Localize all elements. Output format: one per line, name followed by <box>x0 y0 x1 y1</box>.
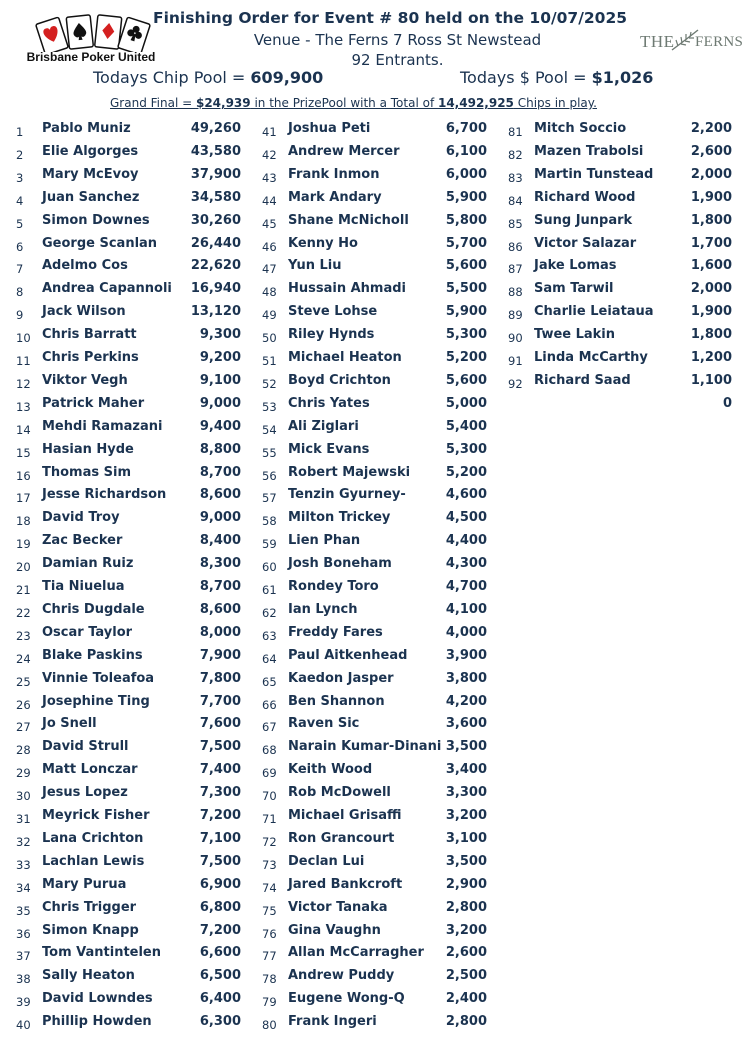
player-name: Tia Niuelua <box>42 579 125 594</box>
chip-count: 2,500 <box>445 968 487 984</box>
player-name: Steve Lohse <box>288 304 378 320</box>
finish-rank: 75 <box>262 903 277 918</box>
chip-count: 2,400 <box>445 991 487 1007</box>
chip-count: 1,800 <box>690 212 732 228</box>
chip-count: 8,700 <box>199 464 241 480</box>
player-name: Keith Wood <box>288 762 373 778</box>
finish-rank: 5 <box>16 216 24 231</box>
finish-rank: 22 <box>16 605 31 620</box>
finish-rank: 30 <box>16 789 31 804</box>
player-name: Twee Lakin <box>534 327 616 343</box>
finish-rank: 74 <box>262 880 277 895</box>
finish-rank: 25 <box>16 674 31 689</box>
chip-count: 4,300 <box>445 556 487 572</box>
chip-count: 7,700 <box>199 693 241 709</box>
chip-count: 5,400 <box>445 418 487 434</box>
player-name: Josephine Ting <box>42 693 150 709</box>
finish-rank: 29 <box>16 766 31 781</box>
chip-count: 4,200 <box>445 693 487 709</box>
player-name: Mark Andary <box>288 189 382 205</box>
chip-count: 5,800 <box>445 212 487 228</box>
finish-rank: 20 <box>16 560 31 575</box>
finish-rank: 1 <box>16 125 24 139</box>
chip-count: 13,120 <box>190 304 241 320</box>
chip-count: 2,800 <box>445 899 487 915</box>
player-name: Andrew Mercer <box>288 143 400 159</box>
finish-rank: 68 <box>262 743 277 758</box>
finish-rank: 65 <box>262 674 277 689</box>
chip-count: 8,800 <box>199 441 241 457</box>
finish-rank: 56 <box>262 468 277 483</box>
finish-rank: 92 <box>508 376 523 391</box>
player-name: Jesus Lopez <box>42 785 128 801</box>
chip-count: 2,900 <box>445 876 487 892</box>
chip-count: 34,580 <box>190 189 241 205</box>
player-name: Joshua Peti <box>288 121 371 136</box>
finish-rank: 11 <box>16 354 31 368</box>
finish-rank: 12 <box>16 376 31 391</box>
finish-rank: 41 <box>262 125 277 139</box>
chip-count: 2,600 <box>445 945 487 961</box>
finish-rank: 89 <box>508 308 523 323</box>
player-name: Mitch Soccio <box>534 121 627 136</box>
chip-count: 4,400 <box>445 533 487 549</box>
player-name: Robert Majewski <box>288 464 411 480</box>
chip-count: 1,600 <box>690 258 732 274</box>
finish-rank: 9 <box>16 308 24 323</box>
finish-rank: 88 <box>508 285 523 300</box>
player-name: Chris Barratt <box>42 327 137 343</box>
player-name: Damian Ruiz <box>42 556 134 572</box>
trailing-total: 0 <box>722 396 732 411</box>
chip-count: 5,500 <box>445 281 487 297</box>
chip-count: 7,900 <box>199 647 241 663</box>
player-name: Sally Heaton <box>42 968 135 984</box>
chip-count: 9,100 <box>199 372 241 388</box>
finish-rank: 55 <box>262 445 277 460</box>
chip-count: 8,600 <box>199 487 241 503</box>
finish-rank: 44 <box>262 193 277 208</box>
finish-rank: 76 <box>262 926 277 941</box>
player-name: Hasian Hyde <box>42 441 134 457</box>
finish-rank: 59 <box>262 537 277 552</box>
chip-count: 9,000 <box>199 510 241 526</box>
chip-count: 5,900 <box>445 304 487 320</box>
player-name: Kenny Ho <box>288 235 358 251</box>
chip-count: 6,100 <box>445 143 487 159</box>
chip-count: 37,900 <box>190 166 241 182</box>
finish-rank: 63 <box>262 628 277 643</box>
finish-rank: 60 <box>262 560 277 575</box>
player-name: Declan Lui <box>288 853 365 869</box>
finish-rank: 35 <box>16 903 31 918</box>
finish-rank: 61 <box>262 583 277 597</box>
dollar-pool <box>460 68 653 87</box>
player-name: Michael Heaton <box>288 350 402 365</box>
finish-rank: 90 <box>508 331 523 346</box>
player-name: Chris Perkins <box>42 350 139 365</box>
finish-rank: 23 <box>16 628 31 643</box>
player-name: Martin Tunstead <box>534 166 654 182</box>
player-name: Lana Crichton <box>42 830 144 846</box>
chip-count: 5,900 <box>445 189 487 205</box>
venue-logo-ferns: FERNS <box>695 34 744 50</box>
finish-rank: 91 <box>508 354 523 368</box>
player-name: Simon Knapp <box>42 922 139 938</box>
finish-rank: 43 <box>262 170 277 185</box>
player-name: Oscar Taylor <box>42 624 133 640</box>
grand-final-line <box>110 96 597 110</box>
grand-final-value: $24,939 <box>195 96 251 110</box>
player-name: Jack Wilson <box>42 304 126 320</box>
finish-rank: 84 <box>508 193 523 208</box>
finish-rank: 42 <box>262 147 277 162</box>
player-name: Sam Tarwil <box>534 281 614 297</box>
finish-rank: 46 <box>262 239 277 254</box>
finish-rank: 48 <box>262 285 277 300</box>
chip-count: 1,700 <box>690 235 732 251</box>
chip-count: 2,800 <box>445 1014 487 1030</box>
chip-count: 1,100 <box>690 372 732 388</box>
player-name: Vinnie Toleafoa <box>42 670 155 686</box>
player-name: Charlie Leiataua <box>534 304 654 320</box>
player-name: Mehdi Ramazani <box>42 418 163 434</box>
chip-count: 16,940 <box>190 281 241 297</box>
chip-count: 8,300 <box>199 556 241 572</box>
player-name: Thomas Sim <box>42 464 132 480</box>
chip-count: 9,200 <box>199 350 241 365</box>
player-name: Hussain Ahmadi <box>288 281 407 297</box>
chip-count: 3,200 <box>445 808 487 823</box>
chip-count: 6,500 <box>199 968 241 984</box>
chip-count: 5,600 <box>445 372 487 388</box>
player-name: Mary Purua <box>42 876 127 892</box>
player-name: Frank Inmon <box>288 166 380 182</box>
finish-rank: 26 <box>16 697 31 712</box>
player-name: Ben Shannon <box>288 693 385 709</box>
player-name: Pablo Muniz <box>42 121 131 136</box>
chip-count: 6,300 <box>199 1014 241 1030</box>
finish-rank: 50 <box>262 331 277 346</box>
player-name: Josh Boneham <box>288 556 392 572</box>
chip-count: 49,260 <box>190 121 241 136</box>
finish-rank: 45 <box>262 216 277 231</box>
chip-pool-value: 609,900 <box>250 68 324 87</box>
finish-rank: 67 <box>262 720 277 735</box>
chip-count: 6,900 <box>199 876 241 892</box>
chip-count: 1,800 <box>690 327 732 343</box>
chip-count: 3,100 <box>445 830 487 846</box>
chip-count: 3,800 <box>445 670 487 686</box>
finish-rank: 2 <box>16 147 24 162</box>
player-name: Narain Kumar-Dinani <box>288 739 442 755</box>
finish-rank: 4 <box>16 193 24 208</box>
finish-rank: 15 <box>16 445 31 460</box>
player-name: Kaedon Jasper <box>288 670 394 686</box>
player-name: Chris Yates <box>288 395 370 411</box>
chip-count: 9,300 <box>199 327 241 343</box>
finish-rank: 38 <box>16 972 31 987</box>
chip-count: 26,440 <box>190 235 241 251</box>
player-name: Adelmo Cos <box>42 258 128 274</box>
chip-count: 7,800 <box>199 670 241 686</box>
chip-count: 7,100 <box>199 830 241 846</box>
finish-rank: 77 <box>262 949 277 964</box>
player-name: Simon Downes <box>42 212 150 228</box>
chip-count: 2,600 <box>690 143 732 159</box>
chip-count: 2,000 <box>690 281 732 297</box>
player-name: Andrew Puddy <box>288 968 395 984</box>
player-name: Viktor Vegh <box>42 372 128 388</box>
chip-count: 4,100 <box>445 601 487 617</box>
finish-rank: 82 <box>508 147 523 162</box>
player-name: Sung Junpark <box>534 212 633 228</box>
player-name: Lachlan Lewis <box>42 853 145 869</box>
player-name: Victor Salazar <box>534 235 637 251</box>
chip-count: 3,900 <box>445 647 487 663</box>
logo-text: Brisbane Poker United <box>26 50 156 64</box>
player-name: Eugene Wong-Q <box>288 991 405 1007</box>
player-name: Boyd Crichton <box>288 372 391 388</box>
player-name: Phillip Howden <box>42 1014 152 1030</box>
chip-count: 9,000 <box>199 395 241 411</box>
finish-rank: 51 <box>262 354 277 368</box>
finish-rank: 79 <box>262 995 277 1010</box>
player-name: Elie Algorges <box>42 143 139 159</box>
dollar-pool-label: Todays $ Pool = <box>460 68 592 87</box>
finish-rank: 53 <box>262 399 277 414</box>
chip-count: 5,300 <box>445 327 487 343</box>
player-name: Blake Paskins <box>42 647 143 663</box>
finish-rank: 66 <box>262 697 277 712</box>
finish-rank: 36 <box>16 926 31 941</box>
player-name: Juan Sanchez <box>42 189 140 205</box>
player-name: Richard Wood <box>534 189 636 205</box>
chip-count: 5,300 <box>445 441 487 457</box>
finish-rank: 33 <box>16 857 31 872</box>
player-name: Mary McEvoy <box>42 166 139 182</box>
finish-rank: 8 <box>16 285 24 300</box>
chip-count: 7,300 <box>199 785 241 801</box>
chip-count: 5,000 <box>445 395 487 411</box>
player-name: Frank Ingeri <box>288 1014 377 1030</box>
finish-rank: 31 <box>16 812 31 826</box>
finish-rank: 39 <box>16 995 31 1010</box>
player-name: Shane McNicholl <box>288 212 409 228</box>
player-name: Chris Dugdale <box>42 601 145 617</box>
chip-count: 9,400 <box>199 418 241 434</box>
chip-count: 8,700 <box>199 579 241 594</box>
finish-rank: 17 <box>16 491 31 506</box>
player-name: Richard Saad <box>534 372 631 388</box>
finish-rank: 6 <box>16 239 24 254</box>
chip-count: 1,900 <box>690 304 732 320</box>
player-name: Chris Trigger <box>42 899 137 915</box>
finish-rank: 21 <box>16 583 31 597</box>
chip-count: 7,400 <box>199 762 241 778</box>
chip-count: 5,600 <box>445 258 487 274</box>
chip-count: 3,600 <box>445 716 487 732</box>
chip-count: 7,600 <box>199 716 241 732</box>
player-name: Linda McCarthy <box>534 350 648 365</box>
chip-count: 2,000 <box>690 166 732 182</box>
venue-line: Venue - The Ferns 7 Ross St Newstead <box>253 31 542 49</box>
player-name: David Troy <box>42 510 120 526</box>
finish-rank: 28 <box>16 743 31 758</box>
player-name: Rondey Toro <box>288 579 379 594</box>
chip-count: 43,580 <box>190 143 241 159</box>
grand-final-mid: in the PrizePool with a Total of <box>250 96 438 110</box>
player-name: Freddy Fares <box>288 624 383 640</box>
player-name: Michael Grisaffi <box>288 808 402 823</box>
player-name: Milton Trickey <box>288 510 391 526</box>
finish-rank: 37 <box>16 949 31 964</box>
player-name: Rob McDowell <box>288 785 391 801</box>
player-name: Tenzin Gyurney- <box>288 487 406 503</box>
finish-rank: 58 <box>262 514 277 529</box>
chip-count: 22,620 <box>190 258 241 274</box>
player-name: Jake Lomas <box>534 258 617 274</box>
player-name: Raven Sic <box>288 716 360 732</box>
chip-count: 2,200 <box>690 121 732 136</box>
finish-rank: 13 <box>16 399 31 414</box>
chip-count: 7,500 <box>199 853 241 869</box>
player-name: Matt Lonczar <box>42 762 138 778</box>
player-name: Jesse Richardson <box>42 487 167 503</box>
chip-count: 8,600 <box>199 601 241 617</box>
finish-rank: 18 <box>16 514 31 529</box>
chip-count: 6,400 <box>199 991 241 1007</box>
player-name: Victor Tanaka <box>288 899 388 915</box>
finish-rank: 40 <box>16 1018 31 1033</box>
finish-rank: 49 <box>262 308 277 323</box>
finish-rank: 10 <box>16 331 31 346</box>
finish-rank: 80 <box>262 1018 277 1033</box>
finish-rank: 86 <box>508 239 523 254</box>
finish-rank: 85 <box>508 216 523 231</box>
player-name: Riley Hynds <box>288 327 375 343</box>
player-name: Paul Aitkenhead <box>288 647 408 663</box>
grand-final-label: Grand Final = <box>110 96 196 110</box>
chip-count: 3,300 <box>445 785 487 801</box>
player-name: Mazen Trabolsi <box>534 143 644 159</box>
player-name: Jo Snell <box>42 716 97 732</box>
chip-count: 6,700 <box>445 121 487 136</box>
finish-rank: 7 <box>16 262 24 277</box>
player-name: George Scanlan <box>42 235 158 251</box>
finish-rank: 27 <box>16 720 31 735</box>
player-name: Andrea Capannoli <box>42 281 172 297</box>
chip-count: 5,200 <box>445 464 487 480</box>
finish-rank: 24 <box>16 651 31 666</box>
chip-count: 3,500 <box>445 739 487 755</box>
finish-rank: 69 <box>262 766 277 781</box>
finish-rank: 14 <box>16 422 31 437</box>
chip-count: 7,500 <box>199 739 241 755</box>
chip-count: 3,500 <box>445 853 487 869</box>
chip-count: 6,600 <box>199 945 241 961</box>
page-title: Finishing Order for Event # 80 held on the 10/07/2025 <box>152 9 628 27</box>
finish-rank: 47 <box>262 262 277 277</box>
chip-count: 4,600 <box>445 487 487 503</box>
chip-count: 5,700 <box>445 235 487 251</box>
entrants-count: 92 Entrants. <box>351 51 444 69</box>
finish-rank: 57 <box>262 491 277 506</box>
finish-rank: 87 <box>508 262 523 277</box>
finish-rank: 64 <box>262 651 277 666</box>
player-name: Jared Bankcroft <box>288 876 403 892</box>
chip-count: 6,800 <box>199 899 241 915</box>
finish-rank: 81 <box>508 125 523 139</box>
player-name: David Lowndes <box>42 991 153 1007</box>
player-name: Zac Becker <box>42 533 123 549</box>
player-name: Allan McCarragher <box>288 945 424 961</box>
finish-rank: 83 <box>508 170 523 185</box>
player-name: Gina Vaughn <box>288 922 381 938</box>
finish-rank: 34 <box>16 880 31 895</box>
finish-rank: 71 <box>262 812 277 826</box>
dollar-pool-value: $1,026 <box>591 68 654 87</box>
finish-rank: 52 <box>262 376 277 391</box>
player-name: David Strull <box>42 739 129 755</box>
chip-count: 4,500 <box>445 510 487 526</box>
finish-rank: 70 <box>262 789 277 804</box>
chip-count: 7,200 <box>199 922 241 938</box>
finish-rank: 32 <box>16 834 31 849</box>
chip-count: 4,000 <box>445 624 487 640</box>
finish-rank: 73 <box>262 857 277 872</box>
finish-rank: 54 <box>262 422 277 437</box>
player-name: Patrick Maher <box>42 395 145 411</box>
finish-rank: 16 <box>16 468 31 483</box>
player-name: Mick Evans <box>288 441 370 457</box>
finish-rank: 72 <box>262 834 277 849</box>
finish-rank: 78 <box>262 972 277 987</box>
finish-rank: 62 <box>262 605 277 620</box>
chip-count: 8,000 <box>199 624 241 640</box>
chip-count: 30,260 <box>190 212 241 228</box>
player-name: Yun Liu <box>288 258 342 274</box>
chip-count: 1,200 <box>690 350 732 365</box>
chip-pool-label: Todays Chip Pool = <box>93 68 251 87</box>
chip-count: 5,200 <box>445 350 487 365</box>
chip-count: 6,000 <box>445 166 487 182</box>
venue-logo-the: THE <box>640 32 675 51</box>
player-name: Lien Phan <box>288 533 361 549</box>
grand-final-end: Chips in play. <box>513 96 597 110</box>
chip-count: 1,900 <box>690 189 732 205</box>
chip-count: 8,400 <box>199 533 241 549</box>
chip-pool <box>93 68 323 87</box>
finish-rank: 3 <box>16 170 24 185</box>
player-name: Meyrick Fisher <box>42 808 150 823</box>
player-name: Ali Ziglari <box>288 418 359 434</box>
chip-count: 4,700 <box>445 579 487 594</box>
chip-count: 7,200 <box>199 808 241 823</box>
grand-final-chips: 14,492,925 <box>437 96 514 110</box>
chip-count: 3,200 <box>445 922 487 938</box>
finish-rank: 19 <box>16 537 31 552</box>
player-name: Ian Lynch <box>288 601 358 617</box>
player-name: Ron Grancourt <box>288 830 395 846</box>
chip-count: 3,400 <box>445 762 487 778</box>
player-name: Tom Vantintelen <box>42 945 162 961</box>
